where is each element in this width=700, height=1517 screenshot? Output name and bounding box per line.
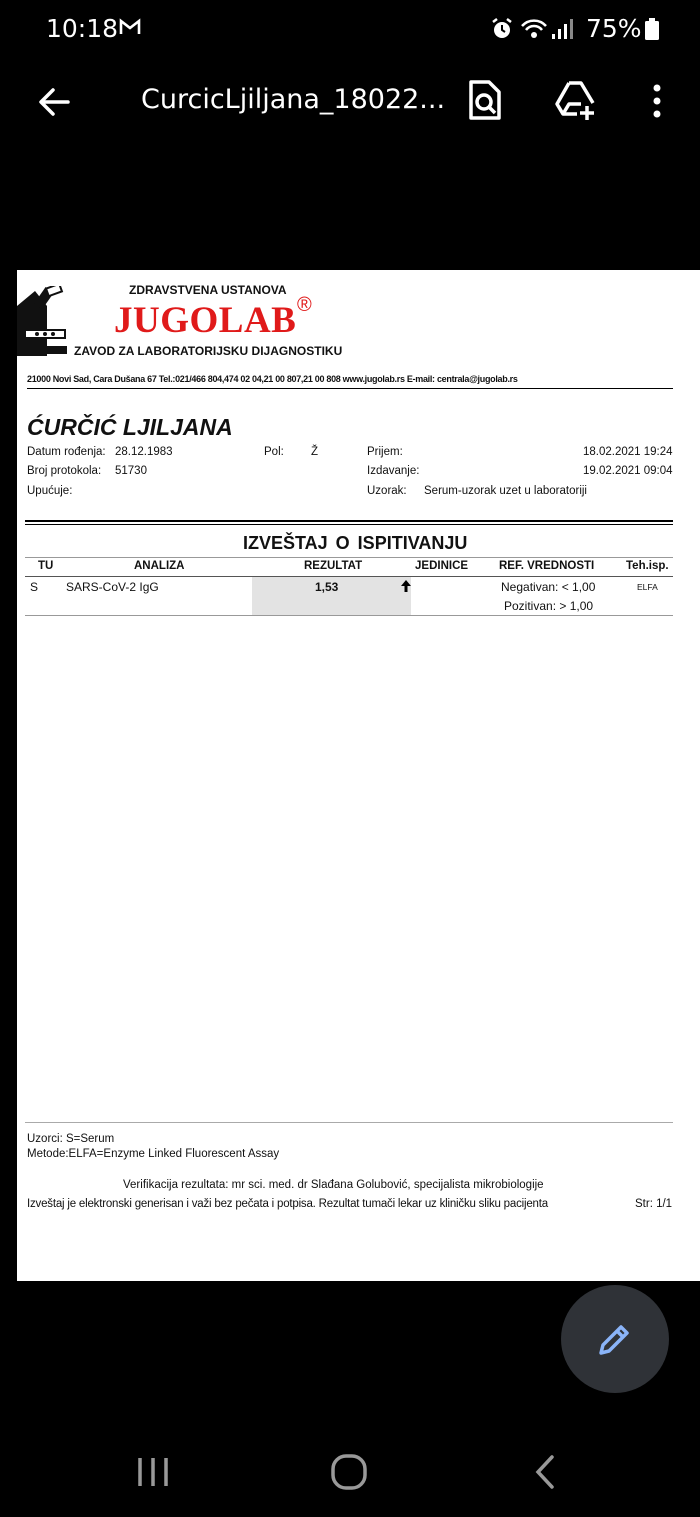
col-header-method: Teh.isp.: [626, 560, 669, 572]
footer-methods: Metode:ELFA=Enzyme Linked Fluorescent Assay: [27, 1148, 280, 1160]
recent-apps-button[interactable]: [135, 1452, 171, 1497]
double-divider-bottom: [25, 524, 673, 525]
dob-label: Datum rođenja:: [27, 446, 106, 458]
more-vert-icon: [636, 78, 666, 124]
status-bar: [0, 0, 700, 60]
sex-value: Ž: [311, 446, 319, 458]
chevron-left-icon: [530, 1452, 560, 1492]
sample-value: Serum-uzorak uzet u laboratoriji: [424, 485, 587, 497]
header-divider: [27, 388, 673, 389]
issued-label: Izdavanje:: [367, 465, 420, 477]
patient-name: ĆURČIĆ LJILJANA: [27, 414, 233, 440]
footer-page-number: Str: 1/1: [635, 1198, 673, 1210]
col-header-units: JEDINICE: [415, 560, 469, 572]
document-title: CurcicLjiljana_18022...: [141, 84, 446, 115]
sex-label: Pol:: [264, 446, 284, 458]
org-type: ZDRAVSTVENA USTANOVA: [129, 283, 287, 297]
status-time: 10:18: [46, 14, 119, 43]
row-analysis: SARS-CoV-2 IgG: [66, 580, 159, 594]
received-label: Prijem:: [367, 446, 403, 458]
received-value: 18.02.2021 19:24: [583, 446, 673, 458]
row-tu: S: [30, 580, 39, 594]
add-to-drive-button[interactable]: [553, 78, 599, 124]
footer-samples: Uzorci: S=Serum: [27, 1133, 115, 1145]
row-method: ELFA: [637, 582, 658, 592]
battery-icon: [645, 18, 659, 45]
table-bottom-border: [25, 615, 673, 616]
footer-note: Izveštaj je elektronski generisan i važi bez pečata i potpisa. Rezultat tumači lekar uz kliničku sliku pacijenta: [27, 1198, 548, 1210]
signal-icon: [552, 19, 573, 39]
battery-percent: 75%: [586, 14, 642, 43]
row-ref-negative: Negativan: < 1,00: [501, 580, 596, 594]
add-to-drive-icon: [553, 78, 599, 124]
wifi-icon: [522, 21, 546, 38]
col-header-result: REZULTAT: [304, 560, 363, 572]
home-icon: [329, 1452, 369, 1492]
gmail-notification-icon: [119, 17, 141, 42]
referrer-label: Upućuje:: [27, 485, 73, 497]
home-button[interactable]: [329, 1452, 369, 1497]
system-nav-bar: [0, 1430, 700, 1517]
dob-value: 28.12.1983: [115, 446, 173, 458]
arrow-up-icon: [400, 579, 412, 598]
registered-mark: ®: [297, 294, 312, 316]
alarm-icon: [493, 19, 511, 38]
row-ref-positive: Pozitivan: > 1,00: [504, 599, 594, 613]
row-result: 1,53: [315, 580, 339, 594]
org-subtitle: ZAVOD ZA LABORATORIJSKU DIJAGNOSTIKU: [74, 344, 343, 358]
report-title: IZVEŠTAJ O ISPITIVANJU: [243, 533, 468, 553]
protocol-value: 51730: [115, 465, 147, 477]
protocol-label: Broj protokola:: [27, 465, 102, 477]
footer-divider: [25, 1122, 673, 1123]
arrow-back-icon: [34, 82, 74, 122]
footer-verification: Verifikacija rezultata: mr sci. med. dr Slađana Golubović, specijalista mikrobiologije: [123, 1179, 544, 1191]
search-in-document-button[interactable]: [461, 78, 507, 124]
table-top-border: [25, 557, 673, 558]
brand-logo-text: JUGOLAB: [114, 300, 297, 341]
contact-line: 21000 Novi Sad, Cara Dušana 67 Tel.:021/466 804,474 02 04,21 00 807,21 00 808 www.jugolab.rs E-mail: centrala@jugolab.rs: [27, 374, 518, 384]
col-header-analysis: ANALIZA: [134, 560, 185, 572]
status-icons: [490, 16, 580, 47]
edit-fab-button[interactable]: [561, 1285, 669, 1393]
microscope-logo-icon: [17, 286, 69, 356]
more-options-button[interactable]: [636, 78, 666, 124]
nav-back-button[interactable]: [530, 1452, 560, 1497]
sample-label: Uzorak:: [367, 485, 407, 497]
col-header-ref: REF. VREDNOSTI: [499, 560, 595, 572]
pencil-icon: [595, 1319, 635, 1359]
issued-value: 19.02.2021 09:04: [583, 465, 673, 477]
col-header-tu: TU: [38, 560, 54, 572]
document-page[interactable]: [17, 270, 700, 1281]
double-divider-top: [25, 520, 673, 522]
back-button[interactable]: [34, 82, 74, 122]
app-bar: [0, 60, 700, 140]
find-in-page-icon: [461, 78, 507, 124]
recent-apps-icon: [135, 1452, 171, 1492]
